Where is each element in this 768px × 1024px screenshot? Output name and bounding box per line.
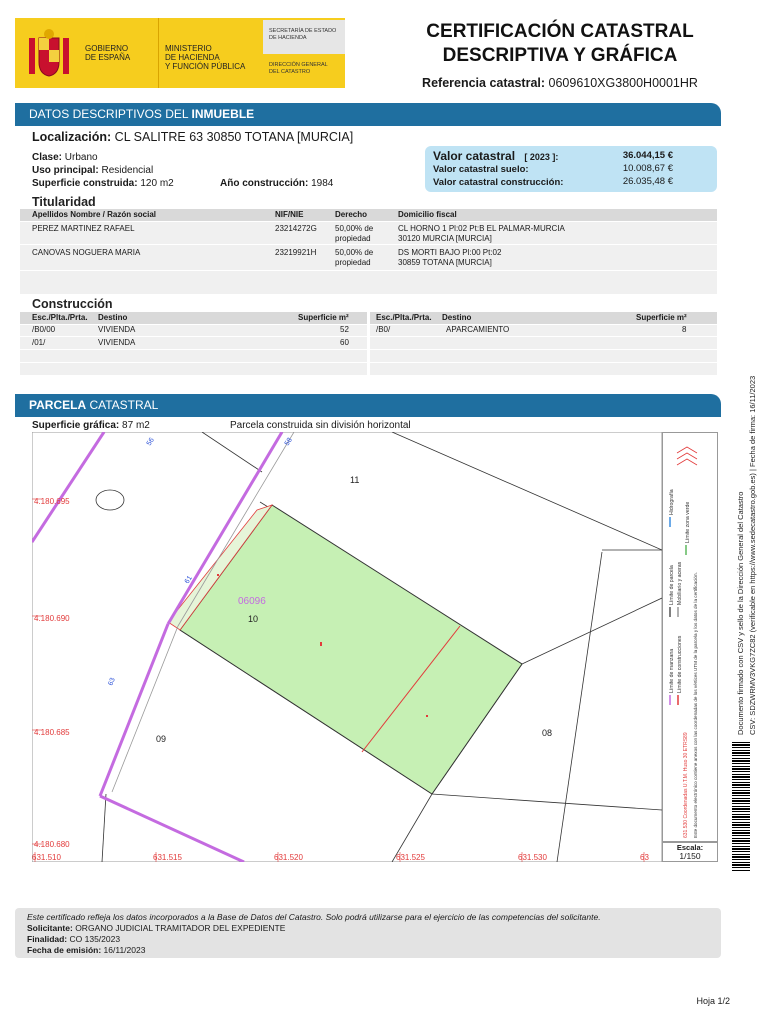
north-arrow-icon bbox=[677, 447, 697, 465]
titular-domicilio: DS MORTI BAJO Pl:00 Pt:02 30859 TOTANA [MURCIA] bbox=[398, 248, 502, 267]
logo-divider bbox=[158, 18, 159, 88]
th-esc: Esc./Plta./Prta. bbox=[376, 313, 432, 322]
finalidad-value: CO 135/2023 bbox=[69, 934, 121, 944]
titular-derecho: 50,00% de propiedad bbox=[335, 224, 374, 243]
constr-esc: /B0/ bbox=[376, 325, 391, 334]
constr-destino: VIVIENDA bbox=[98, 338, 136, 347]
coords-note: 631.530 Coordenadas U.T.M. Huso 30 ETRS89 bbox=[683, 732, 689, 838]
row-divider bbox=[370, 362, 717, 363]
titular-domicilio: CL HORNO 1 Pl:02 Pt:B EL PALMAR-MURCIA 30120 MURCIA [MURCIA] bbox=[398, 224, 565, 243]
uso-label: Uso principal: bbox=[32, 165, 99, 176]
row-divider bbox=[20, 244, 717, 245]
loc-value: CL SALITRE 63 30850 TOTANA [MURCIA] bbox=[114, 130, 354, 144]
parcela-banner-bold: PARCELA bbox=[29, 398, 87, 412]
x-tick-label: 63 bbox=[640, 853, 649, 862]
ref-value: 0609610XG3800H0001HR bbox=[548, 76, 698, 90]
scale-label: Escala: bbox=[676, 843, 704, 852]
anio-label: Año construcción: bbox=[220, 178, 309, 189]
page-number: Hoja 1/2 bbox=[696, 996, 730, 1006]
parcel-code-label: 06096 bbox=[238, 596, 266, 607]
th-destino: Destino bbox=[442, 313, 472, 322]
uso-field bbox=[32, 164, 153, 177]
constr-superficie: 52 bbox=[340, 325, 349, 334]
ministerio-label: MINISTERIO DE HACIENDA Y FUNCIÓN PÚBLICA bbox=[165, 44, 246, 71]
street-number: 56 bbox=[145, 436, 156, 448]
scale-value: 1/150 bbox=[679, 851, 701, 861]
sup-graf-label: Superficie gráfica: bbox=[32, 420, 120, 431]
construccion-header-left bbox=[20, 312, 367, 324]
construccion-table-right bbox=[370, 325, 717, 375]
plot-label: 11 bbox=[350, 475, 360, 485]
constr-esc: /B0/00 bbox=[32, 325, 56, 334]
plot-label: 10 bbox=[248, 614, 259, 624]
document-title: CERTIFICACIÓN CATASTRAL DESCRIPTIVA Y GRÁFICA bbox=[426, 21, 694, 66]
footer-fecha bbox=[27, 945, 709, 956]
titular-derecho: 50,00% de propiedad bbox=[335, 248, 374, 267]
coat-of-arms-icon bbox=[25, 28, 73, 82]
datos-banner bbox=[15, 103, 721, 125]
solicitante-label: Solicitante: bbox=[27, 923, 73, 933]
y-tick-label: 4.180.685 bbox=[34, 728, 70, 737]
legend-item: Mobiliario y aceras bbox=[677, 561, 683, 605]
secretaria-label: SECRETARÍA DE ESTADO DE HACIENDA bbox=[269, 28, 337, 41]
x-tick-label: 631.530 bbox=[518, 853, 547, 862]
th-domicilio: Domicilio fiscal bbox=[398, 210, 457, 219]
titularidad-title: Titularidad bbox=[32, 195, 96, 209]
direccion-label: DIRECCIÓN GENERAL DEL CATASTRO bbox=[269, 62, 328, 75]
x-tick-label: 631.515 bbox=[153, 853, 182, 862]
titular-nombre: PEREZ MARTINEZ RAFAEL bbox=[32, 224, 135, 233]
constr-destino: VIVIENDA bbox=[98, 325, 136, 334]
superficie-grafica bbox=[32, 420, 150, 431]
x-tick-label: 631.525 bbox=[396, 853, 425, 862]
row-divider bbox=[20, 362, 367, 363]
anio-value: 1984 bbox=[311, 178, 334, 189]
legend-item: Hidrografía bbox=[669, 489, 675, 515]
th-esc: Esc./Plta./Prta. bbox=[32, 313, 88, 322]
csv-signature-line1: Documento firmado con CSV y sello de la Dirección General del Catastro bbox=[736, 491, 745, 735]
superficie-label: Superficie construida: bbox=[32, 178, 138, 189]
footer-disclaimer: Este certificado refleja los datos incorporados a la Base de Datos del Catastro. Solo podrá utilizarse para el ejercicio de las competencias del solicitante. bbox=[27, 912, 601, 922]
titular-nif: 23219921H bbox=[275, 248, 317, 257]
plot-label: 09 bbox=[156, 734, 167, 744]
legend-item: Límite de construcciones bbox=[677, 635, 683, 693]
localizacion bbox=[32, 130, 353, 144]
y-tick-label: 4.180.690 bbox=[34, 614, 70, 623]
constr-esc: /01/ bbox=[32, 338, 46, 347]
construccion-header-right bbox=[370, 312, 717, 324]
superficie-field bbox=[32, 177, 174, 190]
csv-signature-line2: CSV: SDZWRMV3VKG7ZC82 (verificable en https://www.sedecatastro.gob.es) | Fecha de firma: 16/11/2023 bbox=[748, 375, 757, 735]
th-superficie: Superficie m² bbox=[298, 313, 349, 322]
row-divider bbox=[20, 336, 367, 337]
construccion-valor-label: Valor catastral construcción: bbox=[433, 177, 564, 188]
superficie-value: 120 m2 bbox=[140, 178, 174, 189]
map-legend bbox=[662, 432, 718, 842]
row-divider bbox=[20, 270, 717, 271]
fecha-label: Fecha de emisión: bbox=[27, 945, 102, 955]
uso-value: Residencial bbox=[101, 165, 154, 176]
clase-label: Clase: bbox=[32, 152, 63, 163]
sup-graf-value: 87 m2 bbox=[122, 420, 150, 431]
clase-value: Urbano bbox=[64, 152, 98, 163]
street-number: 58 bbox=[283, 436, 294, 448]
government-logo-band bbox=[15, 18, 345, 88]
plot-label: 08 bbox=[542, 728, 553, 738]
construccion-title: Construcción bbox=[32, 297, 113, 311]
row-divider bbox=[370, 336, 717, 337]
legend-item: Límite de manzana bbox=[669, 648, 675, 693]
th-nif: NIF/NIE bbox=[275, 210, 304, 219]
anio-field bbox=[220, 177, 333, 190]
valor-catastral-box bbox=[425, 146, 717, 192]
suelo-value: 10.008,67 € bbox=[622, 163, 673, 174]
th-superficie: Superficie m² bbox=[636, 313, 687, 322]
datos-banner-light: DATOS DESCRIPTIVOS DEL bbox=[29, 107, 192, 121]
cadastral-map[interactable] bbox=[32, 432, 662, 862]
footer-box bbox=[15, 908, 721, 958]
valor-label-text: Valor catastral bbox=[433, 149, 516, 163]
footer-solicitante bbox=[27, 923, 709, 934]
construccion-table-left bbox=[20, 325, 367, 375]
parcela-note: Parcela construida sin división horizontal bbox=[230, 420, 411, 431]
valor-label bbox=[433, 149, 558, 163]
legend-graphic bbox=[663, 433, 719, 843]
legend-note: Este documento electrónico contiene anexos con las coordenadas de los vértices UTM de la parcela y los datos de la certificación. bbox=[693, 572, 698, 838]
valor-value: 36.044,15 € bbox=[622, 150, 673, 161]
th-destino: Destino bbox=[98, 313, 128, 322]
parcela-banner bbox=[15, 394, 721, 416]
barcode-icon bbox=[732, 742, 750, 872]
valor-year: [ 2023 ]: bbox=[524, 152, 559, 162]
legend-item: Límite zona verde bbox=[685, 501, 691, 543]
titularidad-header bbox=[20, 209, 717, 221]
street-number: 63 bbox=[107, 676, 117, 687]
y-tick-label: 4.180.680 bbox=[34, 840, 70, 849]
row-divider bbox=[20, 349, 367, 350]
legend-item: Límite de parcela bbox=[669, 565, 675, 605]
x-tick-label: 631.510 bbox=[32, 853, 61, 862]
row-divider bbox=[370, 349, 717, 350]
clase-field bbox=[32, 151, 98, 164]
titularidad-table bbox=[20, 222, 717, 294]
constr-superficie: 8 bbox=[682, 325, 687, 334]
construccion-valor-value: 26.035,48 € bbox=[622, 176, 673, 187]
street-number: 61 bbox=[183, 574, 194, 586]
solicitante-value: ORGANO JUDICIAL TRAMITADOR DEL EXPEDIENTE bbox=[75, 923, 286, 933]
x-tick-label: 631.520 bbox=[274, 853, 303, 862]
constr-superficie: 60 bbox=[340, 338, 349, 347]
suelo-label: Valor catastral suelo: bbox=[433, 164, 529, 175]
referencia-catastral bbox=[380, 76, 740, 90]
finalidad-label: Finalidad: bbox=[27, 934, 68, 944]
loc-label: Localización: bbox=[32, 130, 112, 144]
parcela-banner-rule bbox=[15, 414, 721, 417]
ref-label: Referencia catastral: bbox=[422, 76, 546, 90]
titular-nif: 23214272G bbox=[275, 224, 317, 233]
fecha-value: 16/11/2023 bbox=[103, 945, 146, 955]
y-tick-label: 4.180.695 bbox=[34, 497, 70, 506]
scale-box bbox=[662, 842, 718, 862]
gobierno-label: GOBIERNO DE ESPAÑA bbox=[85, 44, 131, 62]
parcela-banner-light: CATASTRAL bbox=[86, 398, 159, 412]
titular-nombre: CANOVAS NOGUERA MARIA bbox=[32, 248, 141, 257]
datos-banner-bold: INMUEBLE bbox=[191, 107, 255, 121]
th-derecho: Derecho bbox=[335, 210, 368, 219]
constr-destino: APARCAMIENTO bbox=[446, 325, 510, 334]
secretaria-box bbox=[263, 20, 345, 54]
datos-banner-rule bbox=[15, 123, 721, 126]
th-nombre: Apellidos Nombre / Razón social bbox=[32, 210, 157, 219]
footer-finalidad bbox=[27, 934, 709, 945]
